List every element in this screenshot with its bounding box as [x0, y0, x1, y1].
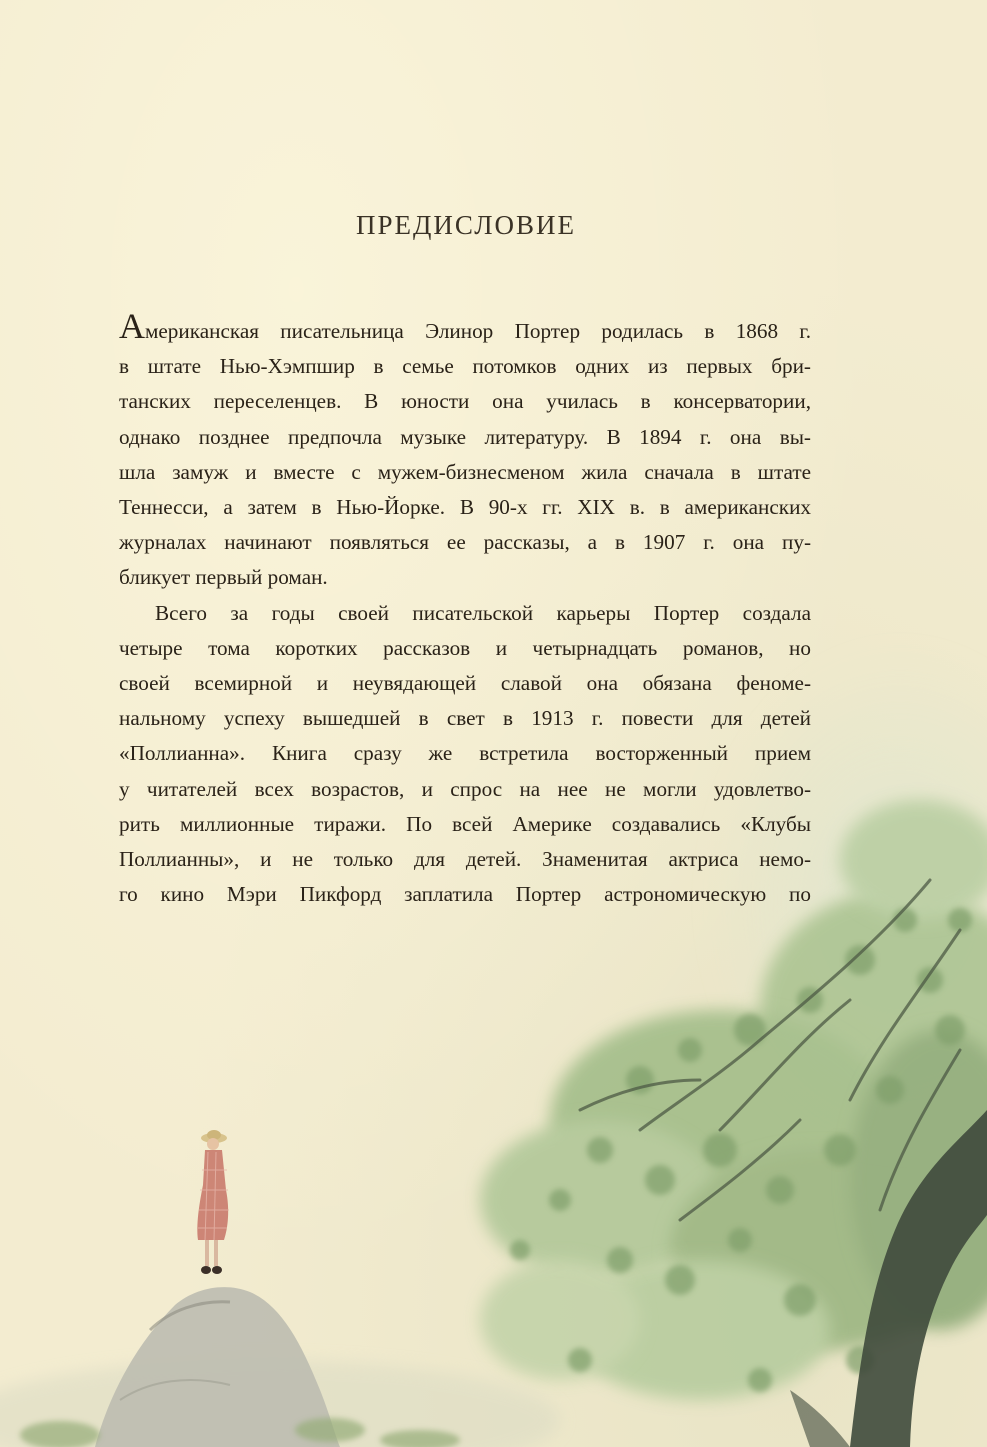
paragraph-2-line: у читателей всех возрастов, и спрос на нее не могли удовлетво-	[119, 776, 811, 801]
paragraph-2-line: рить миллионные тиражи. По всей Америке создавались «Клубы	[119, 811, 811, 836]
paragraph-1-line: журналах начинают появляться ее рассказы, а в 1907 г. она пу-	[119, 530, 811, 555]
paragraph-1-line: Теннесси, а затем в Нью-Йорке. В 90-х гг. XIX в. в американских	[119, 495, 811, 520]
drop-cap: А	[119, 306, 145, 346]
paragraph-1-line-1	[119, 306, 811, 349]
paragraph-2-line: своей всемирной и неувядающей славой она обязана феноме-	[119, 671, 811, 696]
girl-figure	[197, 1130, 229, 1274]
paragraph-2-line: четыре тома коротких рассказов и четырнадцать романов, но	[119, 635, 811, 660]
preface-text	[119, 306, 811, 912]
first-line-text: мериканская писательница Элинор Портер родилась в 1868 г.	[145, 319, 811, 343]
paragraph-1-line: однако позднее предпочла музыке литературу. В 1894 г. она вы-	[119, 424, 811, 449]
chapter-title: ПРЕДИСЛОВИЕ	[355, 210, 577, 240]
paragraph-2-line: го кино Мэри Пикфорд заплатила Портер астрономическую по	[119, 882, 811, 907]
paragraph-1-line: бликует первый роман.	[119, 565, 328, 590]
paragraph-2-line: Всего за годы своей писательской карьеры Портер создала	[155, 600, 811, 625]
paragraph-1-line: шла замуж и вместе с мужем-бизнесменом жила сначала в штате	[119, 459, 811, 484]
paragraph-1-line: танских переселенцев. В юности она училась в консерватории,	[119, 389, 811, 414]
paragraph-2-line: «Поллианна». Книга сразу же встретила восторженный прием	[119, 741, 811, 766]
paragraph-2-line: нальному успеху вышедшей в свет в 1913 г. повести для детей	[119, 706, 811, 731]
paragraph-2-line: Поллианны», и не только для детей. Знаменитая актриса немо-	[119, 847, 811, 872]
paragraph-1-line: в штате Нью-Хэмпшир в семье потомков одних из первых бри-	[119, 354, 811, 379]
